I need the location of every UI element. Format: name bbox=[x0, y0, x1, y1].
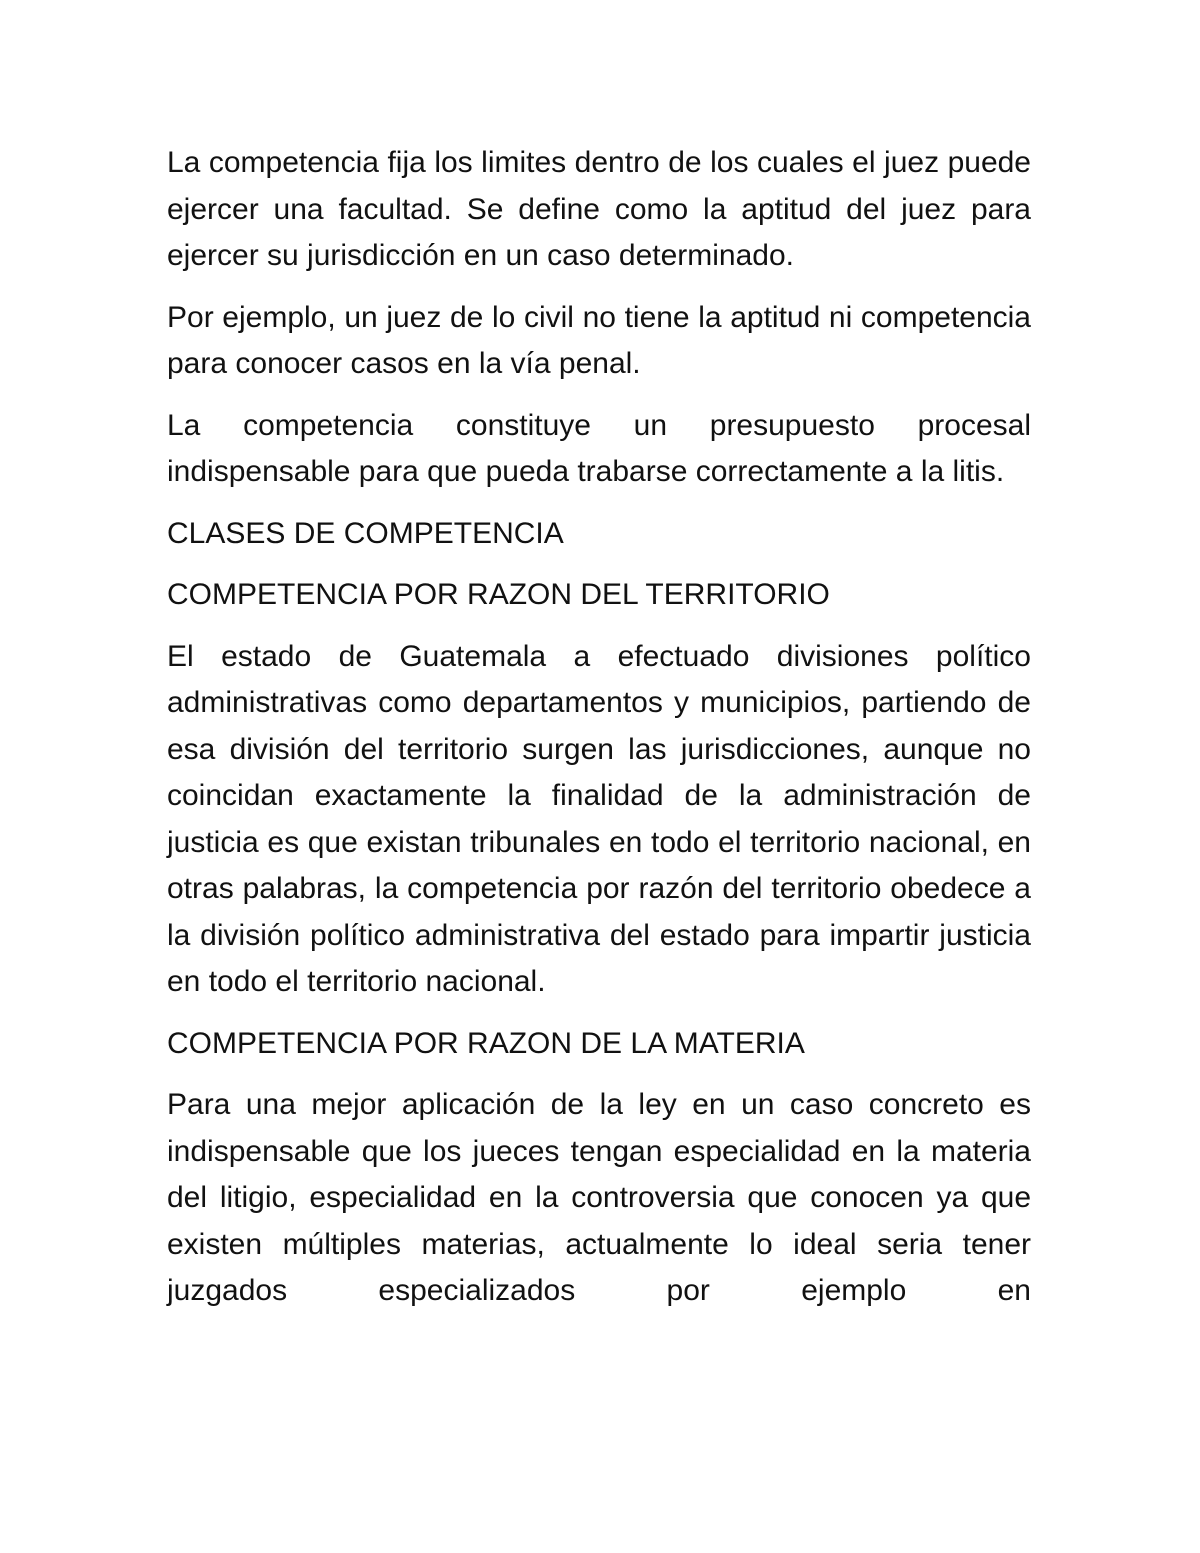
paragraph-presupuesto: La competencia constituye un presupuesto procesal indispensable para que pueda trabarse correctamente a la litis. bbox=[167, 408, 1031, 488]
document-body bbox=[167, 140, 1031, 1330]
paragraph-territorio: El estado de Guatemala a efectuado divisiones político administrativas como departamentos y municipios, partiendo de esa división del territorio surgen las jurisdicciones, aunque no coincidan exactamente la finalidad de la administración de justicia es que existan tribunales en todo el territorio nacional, en otras palabras, la competencia por razón del territorio obedece a la división político administrativa del estado para impartir justicia en todo el territorio nacional. bbox=[167, 639, 1031, 998]
heading-territorio: COMPETENCIA POR RAZON DEL TERRITORIO bbox=[167, 578, 830, 611]
paragraph-example: Por ejemplo, un juez de lo civil no tiene la aptitud ni competencia para conocer casos en la vía penal. bbox=[167, 300, 1031, 380]
heading-clases: CLASES DE COMPETENCIA bbox=[167, 516, 564, 550]
heading-materia: COMPETENCIA POR RAZON DE LA MATERIA bbox=[167, 1026, 805, 1060]
paragraph-materia: Para una mejor aplicación de la ley en un caso concreto es indispensable que los jueces tengan especialidad en la materia del litigio, especialidad en la controversia que conocen ya que existen múltiples materias, actualmente lo ideal seria tener juzgados especializados por ejemplo en bbox=[167, 1088, 1031, 1307]
paragraph-competencia-definition: La competencia fija los limites dentro de los cuales el juez puede ejercer una facultad. Se define como la aptitud del juez para ejercer su jurisdicción en un caso determinado. bbox=[167, 146, 1031, 272]
